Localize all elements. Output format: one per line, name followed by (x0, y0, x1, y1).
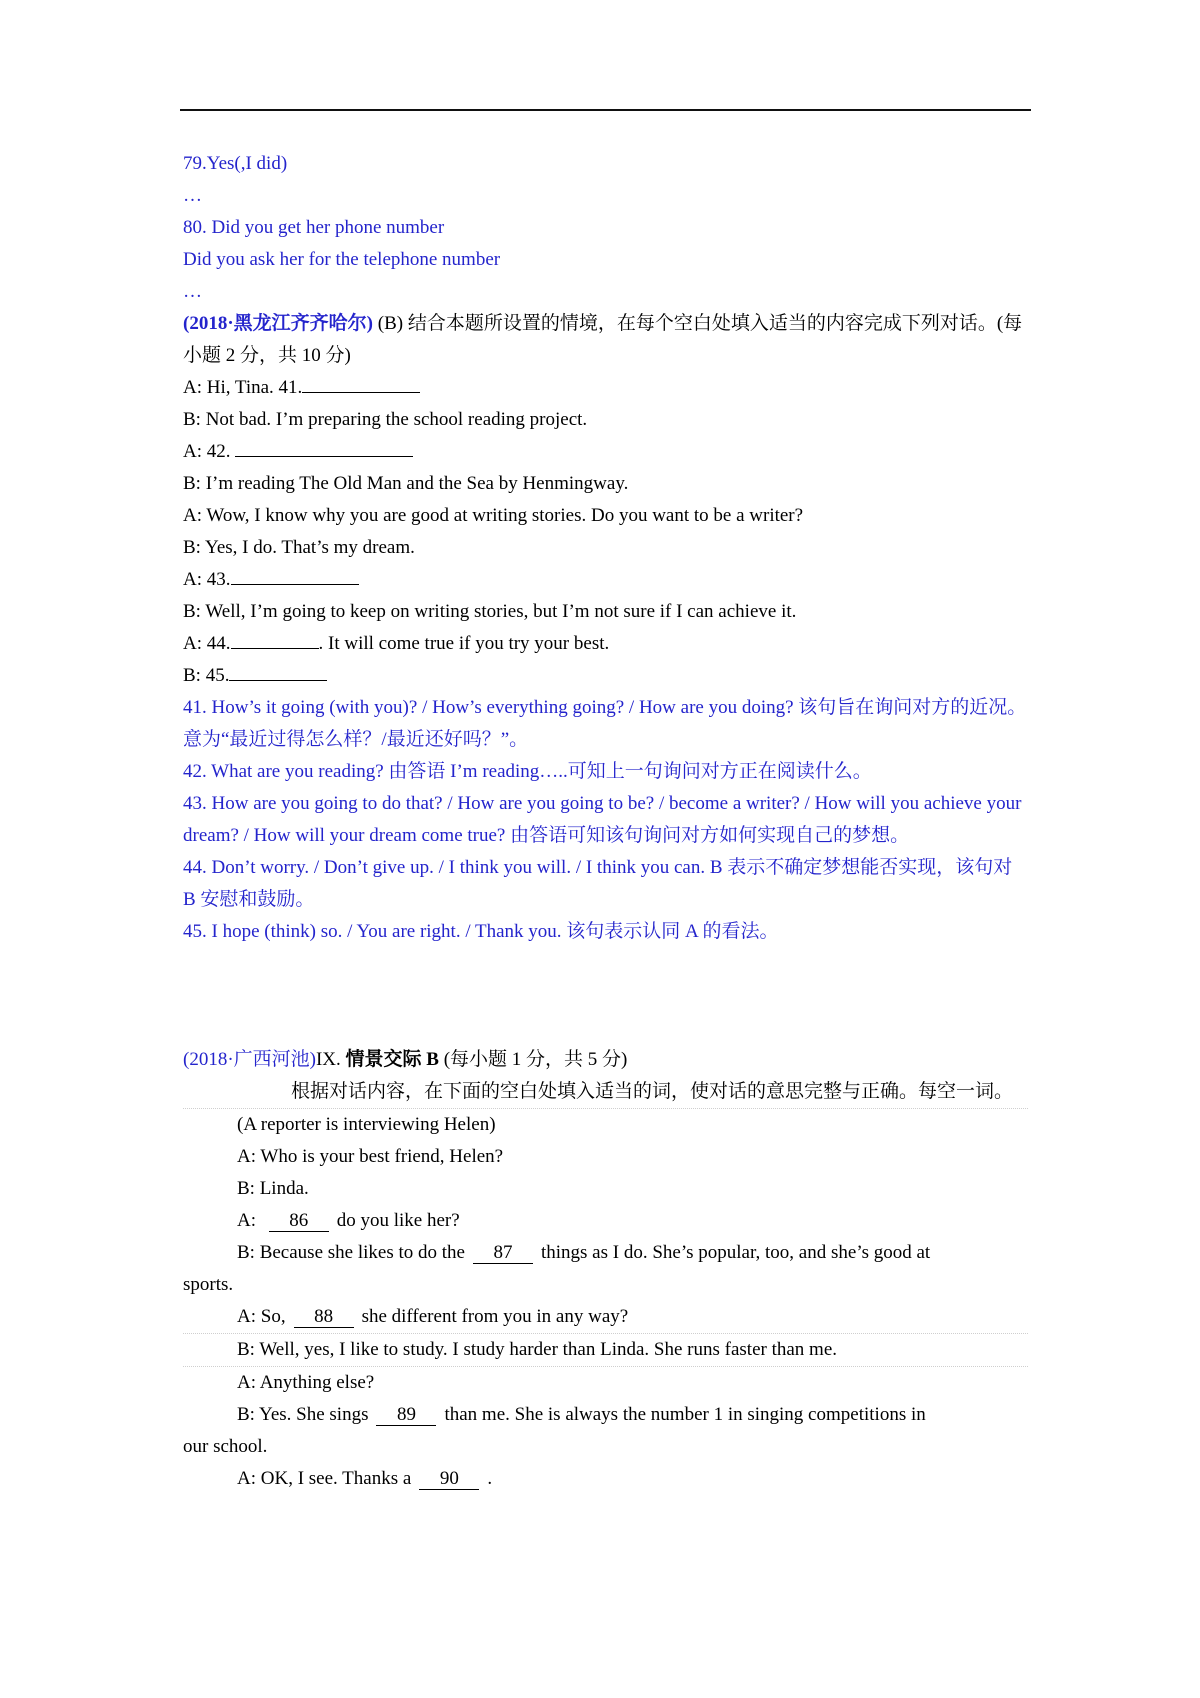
section2-title: 情景交际 B (345, 1049, 439, 1070)
dialogue-line: B: Well, yes, I like to study. I study harder than Linda. She runs faster than me. (183, 1334, 1028, 1367)
dialogue-line: A: Hi, Tina. 41. (183, 372, 1028, 404)
dialogue-line: A: 42. (183, 436, 1028, 468)
section1-instruction: (B) 结合本题所设置的情境，在每个空白处填入适当的内容完成下列对话。(每小题 2 分，共 10 分) (183, 313, 1023, 366)
dialogue-line: A: OK, I see. Thanks a 90 . (237, 1468, 493, 1489)
dialogue-line: A: 44. . It will come true if you try your best. (183, 628, 1028, 660)
answer-blank[interactable] (231, 564, 359, 585)
answer-42: 42. What are you reading? 由答语 I’m reading…..可知上一句询问对方正在阅读什么。 (183, 761, 872, 782)
answer-80-line1: 80. Did you get her phone number (183, 217, 445, 238)
blank-87[interactable]: 87 (473, 1243, 533, 1264)
section2-heading: (2018·广西河池)IX. 情景交际 B (每小题 1 分，共 5 分) (183, 1049, 628, 1070)
section1-source: (2018·黑龙江齐齐哈尔) (183, 313, 373, 334)
dialogue-line: A: So, 88 she different from you in any way? (183, 1301, 1028, 1334)
answer-43: 43. How are you going to do that? / How are you going to be? / become a writer? / How will you achieve your dream? / How will your dream come true? 由答语可知该句询问对方如何实现自己的梦想。 (183, 793, 1022, 846)
dialogue-line: B: Yes, I do. That’s my dream. (183, 537, 415, 558)
dialogue-line: A: Wow, I know why you are good at writing stories. Do you want to be a writer? (183, 505, 804, 526)
ellipsis: … (183, 185, 202, 206)
dialogue-line: A: Anything else? (237, 1372, 375, 1393)
dialogue-line: B: Because she likes to do the 87 things as I do. She’s popular, too, and she’s good at (237, 1242, 931, 1263)
dialogue-line: B: 45. (183, 660, 1028, 692)
dialogue-line: B: Well, I’m going to keep on writing stories, but I’m not sure if I can achieve it. (183, 601, 797, 622)
answer-80-line2: Did you ask her for the telephone number (183, 249, 501, 270)
blank-89[interactable]: 89 (376, 1405, 436, 1426)
answer-blank[interactable] (231, 628, 319, 649)
dialogue-line: B: Linda. (237, 1178, 309, 1199)
answer-79: 79.Yes(,I did) (183, 153, 288, 174)
dialogue-line: B: I’m reading The Old Man and the Sea by Henmingway. (183, 473, 629, 494)
blank-88[interactable]: 88 (294, 1307, 354, 1328)
answer-41: 41. How’s it going (with you)? / How’s everything going? / How are you doing? 该句旨在询问对方的近况。意为“最近过得怎么样？/最近还好吗？”。 (183, 697, 1027, 750)
answer-blank[interactable] (229, 660, 327, 681)
dialogue-line: A: Who is your best friend, Helen? (237, 1146, 504, 1167)
dialogue-line: B: Not bad. I’m preparing the school reading project. (183, 409, 588, 430)
answer-blank[interactable] (302, 372, 420, 393)
section1-intro (183, 308, 1028, 372)
section2-source: (2018·广西河池) (183, 1049, 316, 1070)
answer-blank[interactable] (235, 436, 413, 457)
answer-45: 45. I hope (think) so. / You are right. / Thank you. 该句表示认同 A 的看法。 (183, 921, 779, 942)
blank-86[interactable]: 86 (269, 1211, 329, 1232)
scene-description: (A reporter is interviewing Helen) (237, 1114, 496, 1135)
header-rule (180, 109, 1031, 111)
section2-instruction: 根据对话内容，在下面的空白处填入适当的词，使对话的意思完整与正确。每空一词。 (183, 1076, 1028, 1109)
document-body (183, 148, 1028, 1495)
dialogue-line-cont: our school. (183, 1436, 268, 1457)
dialogue-line-cont: sports. (183, 1274, 234, 1295)
dialogue-line: B: Yes. She sings 89 than me. She is always the number 1 in singing competitions in (237, 1404, 926, 1425)
spacer (183, 948, 1028, 1044)
ellipsis: … (183, 281, 202, 302)
blank-90[interactable]: 90 (419, 1469, 479, 1490)
dialogue-line: A: 43. (183, 564, 1028, 596)
dialogue-line: A: 86 do you like her? (237, 1210, 460, 1231)
answer-44: 44. Don’t worry. / Don’t give up. / I think you will. / I think you can. B 表示不确定梦想能否实现，该句对 B 安慰和鼓励。 (183, 857, 1013, 910)
